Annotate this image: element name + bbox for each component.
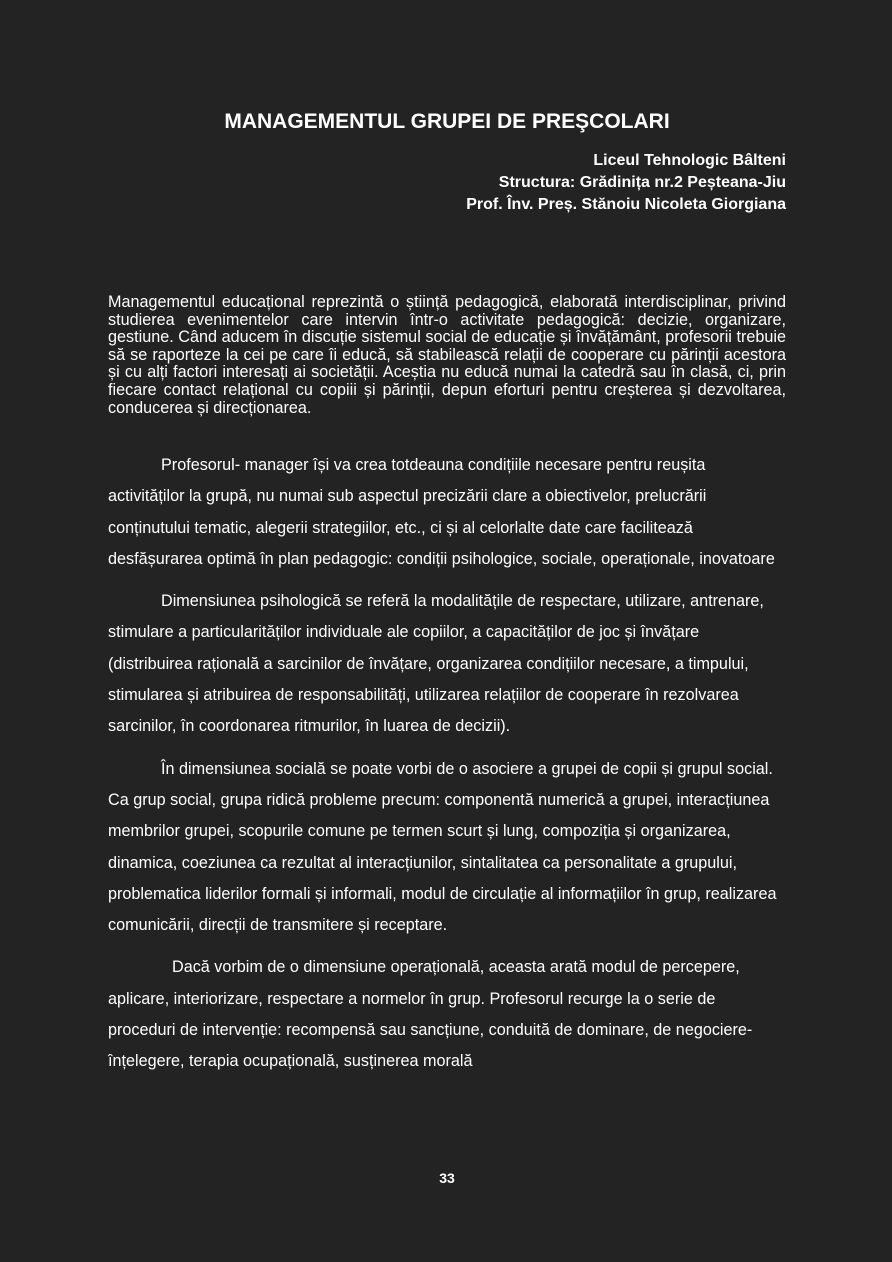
paragraph-social: În dimensiunea socială se poate vorbi de o asociere a grupei de copii și grupul social. Ca grup social, grupa ridică probleme precum: componentă numerică a grupei, interacțiunea membrilor grupei, scopurile comune pe termen scurt și lung, compoziția și organizarea, dinamica, coeziunea ca rezultat al interacțiunilor, sintalitatea ca personalitate a grupului, problematica liderilor formali și informali, modul de circulație al informațiilor în grup, realizarea comunicării, direcții de transmitere și receptare. bbox=[108, 759, 777, 935]
author-structure: Structura: Grădinița nr.2 Peșteana-Jiu bbox=[498, 174, 786, 191]
document-page bbox=[108, 0, 786, 1262]
paragraph-psychological: Dimensiunea psihologică se referă la modalitățile de respectare, utilizare, antrenare, stimulare a particularităților individuale ale copiilor, a capacităților de joc și învățare (distribuirea rațională a sarcinilor de învățare, organizarea condițiilor necesare, a timpului, stimularea și atribuirea de responsabilități, utilizarea relațiilor de cooperare în rezolvarea sarcinilor, în coordonarea ritmurilor, în luarea de decizii). bbox=[108, 592, 764, 736]
paragraph-operational: Dacă vorbim de o dimensiune operațională, aceasta arată modul de percepere, aplicare, interiorizare, respectare a normelor în grup. Profesorul recurge la o serie de proceduri de intervenție: recompensă sau sancțiune, conduită de dominare, de negociere-înțelegere, terapia ocupațională, susținerea morală bbox=[108, 958, 753, 1071]
body-text bbox=[108, 450, 786, 1089]
author-name: Prof. Înv. Preș. Stănoiu Nicoleta Giorgiana bbox=[466, 196, 786, 213]
paragraph-manager: Profesorul- manager își va crea totdeauna condițiile necesare pentru reușita activităților la grupă, nu numai sub aspectul precizării clare a obiectivelor, prelucrării conținutului tematic, alegerii strategiilor, etc., ci și al celorlalte date care facilitează desfășurarea optimă în plan pedagogic: condiții psihologice, sociale, operaționale, inovatoare bbox=[108, 456, 775, 568]
author-block bbox=[466, 150, 786, 216]
page-number: 33 bbox=[439, 1170, 455, 1186]
author-school: Liceul Tehnologic Bâlteni bbox=[593, 152, 786, 169]
intro-paragraph: Managementul educațional reprezintă o știință pedagogică, elaborată interdisciplinar, privind studierea evenimentelor care intervin într-o activitate pedagogică: decizie, organizare, gestiune. Când aducem în discuție sistemul social de educație și învățământ, profesorii trebuie să se raporteze la cei pe care îi educă, să stabilească relații de cooperare cu părinții acestora și cu alți factori interesați ai societății. Aceștia nu educă numai la catedră sau în clasă, ci, prin fiecare contact relațional cu copiii și părinții, depun eforturi pentru creșterea și dezvoltarea, conducerea și direcționarea. bbox=[108, 293, 786, 417]
document-title: MANAGEMENTUL GRUPEI DE PREŞCOLARI bbox=[224, 110, 670, 133]
